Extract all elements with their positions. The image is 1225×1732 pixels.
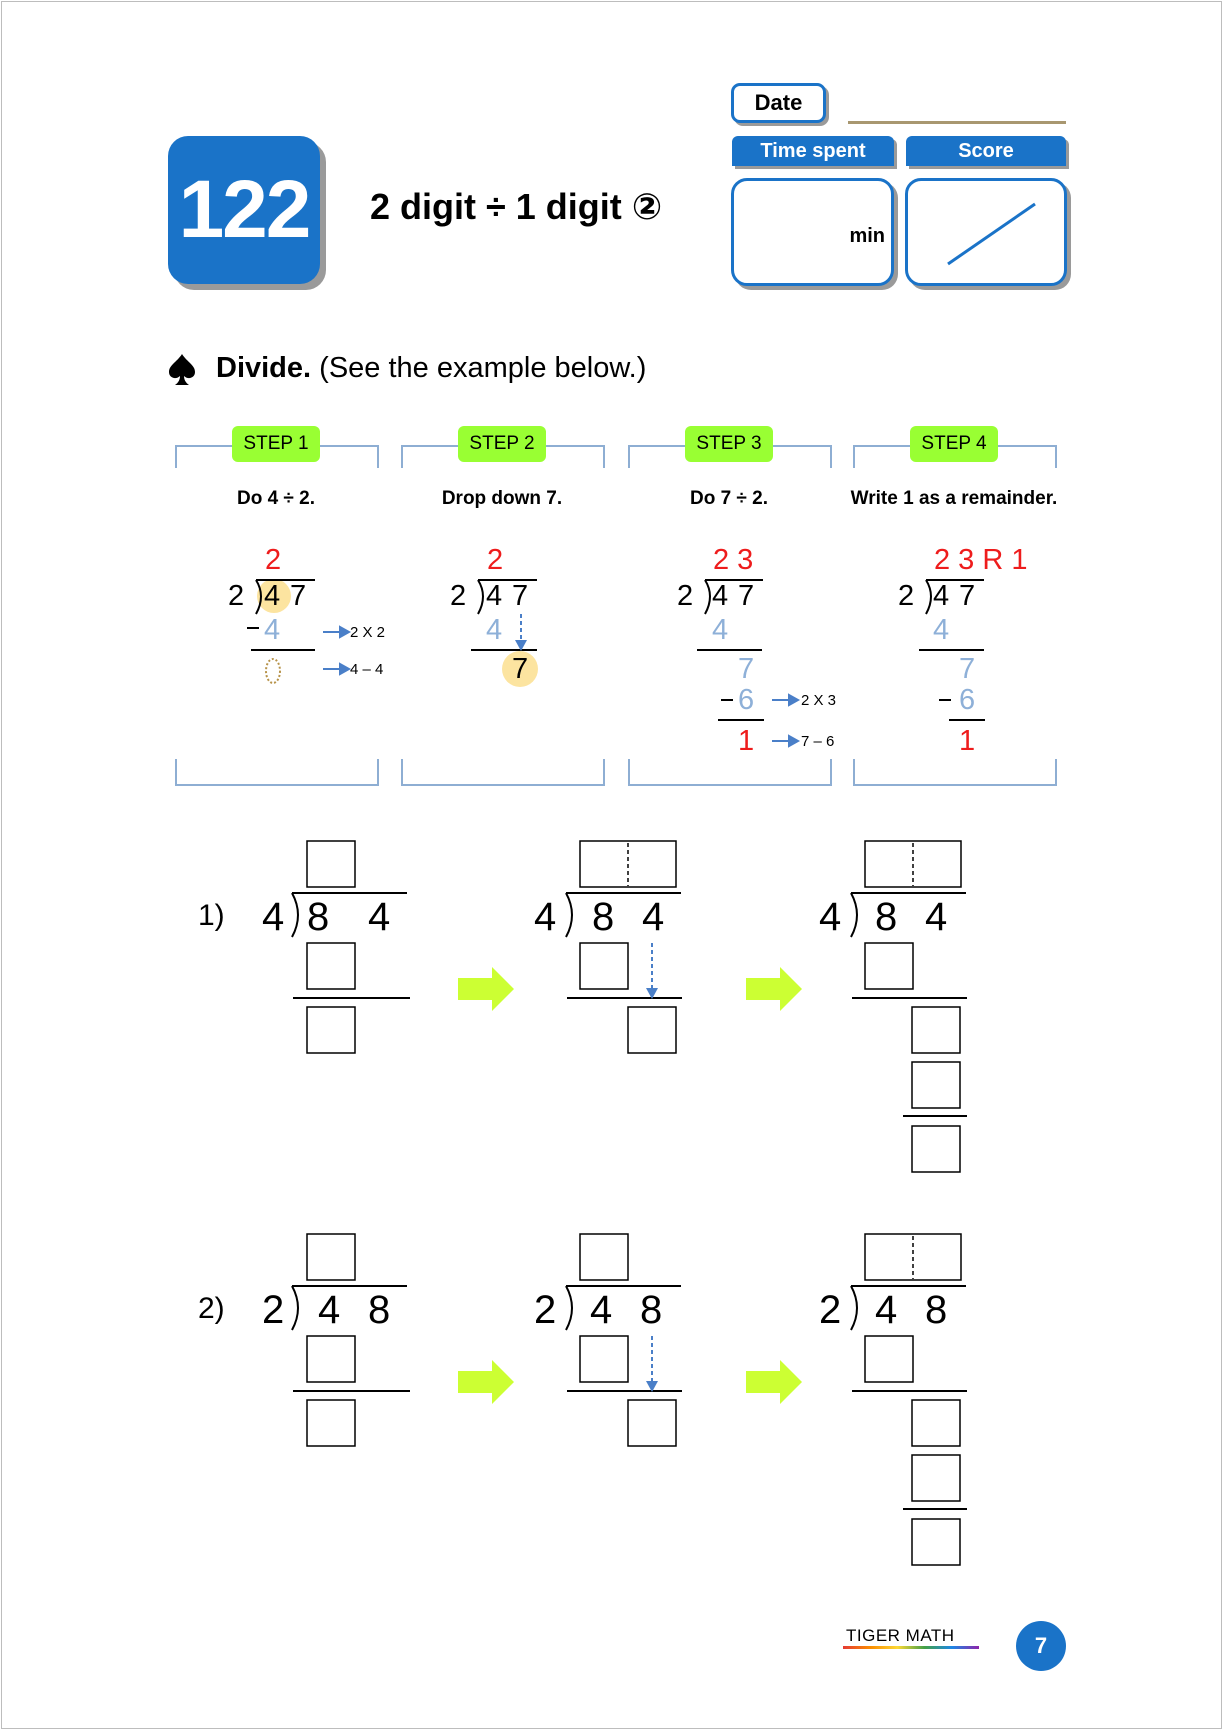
problem-1-stage-2-dropped-box[interactable]	[628, 1007, 676, 1053]
problem-1-stage-3-second-product-box[interactable]	[912, 1062, 960, 1108]
problem-2-stage-1-divisor: 2	[262, 1288, 285, 1332]
step-1-description: Do 4 ÷ 2.	[236, 488, 315, 509]
problem-2-stage-3-remainder-box[interactable]	[912, 1519, 960, 1565]
step-4-second-product: 6	[959, 684, 976, 716]
step-1-product: 4	[264, 614, 281, 646]
step-3-dividend-tens: 4	[712, 580, 729, 612]
problem-2-stage-2-dropped-box[interactable]	[628, 1400, 676, 1446]
problem-2-stage-3-divisor: 2	[819, 1288, 842, 1332]
problem-1-stage-3-divisor: 4	[819, 895, 842, 939]
step-4-dropped-digit: 7	[959, 653, 976, 685]
step-2-divisor: 2	[450, 580, 467, 612]
problem-1-stage-2-ones: 4	[642, 895, 665, 939]
division-bracket	[292, 1286, 298, 1330]
step-1-multiply-note: 2 X 2	[350, 624, 386, 641]
problem-1-stage-1-difference-box[interactable]	[307, 1007, 355, 1053]
instruction-rest: (See the example below.)	[319, 352, 647, 384]
step-1-quotient: 2	[265, 544, 282, 576]
step-4-quotient: 2 3 R 1	[934, 544, 1028, 576]
problem-1-stage-1-divisor: 4	[262, 895, 285, 939]
problem-1-stage-1-tens: 8	[307, 895, 330, 939]
step-3-label: STEP 3	[685, 426, 773, 462]
step-1-dividend-ones: 7	[290, 580, 307, 612]
problem-1-stage-2-divisor: 4	[534, 895, 557, 939]
problem-2-stage-2-ones: 8	[640, 1288, 663, 1332]
step-4-remainder: 1	[959, 725, 976, 757]
problem-2-stage-2-divisor: 2	[534, 1288, 557, 1332]
problem-2-stage-3-ones: 8	[925, 1288, 948, 1332]
problem-1-stage-2-product-box[interactable]	[580, 943, 628, 989]
step-2-dividend-tens: 4	[486, 580, 503, 612]
step-3-divisor: 2	[677, 580, 694, 612]
step-3-description: Do 7 ÷ 2.	[689, 488, 768, 509]
step-2-description: Drop down 7.	[441, 488, 563, 509]
score-label: Score	[906, 136, 1066, 166]
step-4-dividend-ones: 7	[959, 580, 976, 612]
step-3-subtract-note: 7 – 6	[801, 733, 835, 750]
lesson-title: 2 digit ÷ 1 digit ②	[370, 186, 663, 227]
step-1-label: STEP 1	[232, 426, 320, 462]
step-3-multiply-note: 2 X 3	[801, 692, 837, 709]
problem-2-stage-1-difference-box[interactable]	[307, 1400, 355, 1446]
problem-1-stage-3-tens: 8	[875, 895, 898, 939]
problem-2-stage-1-product-box[interactable]	[307, 1336, 355, 1382]
step-2-quotient: 2	[487, 544, 504, 576]
next-step-arrow-icon	[746, 1360, 802, 1404]
division-bracket	[292, 893, 298, 937]
problem-2-stage-1-tens: 4	[318, 1288, 341, 1332]
division-bracket	[851, 1286, 857, 1330]
problem-2-stage-2-quotient-box[interactable]	[580, 1234, 628, 1280]
step-4-product: 4	[933, 614, 950, 646]
step-4-divisor: 2	[898, 580, 915, 612]
step-3-dividend-ones: 7	[738, 580, 755, 612]
next-step-arrow-icon	[746, 967, 802, 1011]
problem-1-stage-1-ones: 4	[368, 895, 391, 939]
problem-1-stage-2-tens: 8	[592, 895, 615, 939]
problem-1-stage-3-product-box[interactable]	[865, 943, 913, 989]
time-unit-label: min	[849, 225, 885, 247]
lesson-number-badge: 122	[168, 136, 320, 284]
problem-2-stage-2-product-box[interactable]	[580, 1336, 628, 1382]
next-step-arrow-icon	[458, 1360, 514, 1404]
problem-1-number: 1)	[198, 899, 225, 932]
step-2-label: STEP 2	[458, 426, 546, 462]
division-bracket	[851, 893, 857, 937]
step-3-remainder: 1	[738, 725, 755, 757]
step-2-product: 4	[486, 614, 503, 646]
division-bracket	[566, 893, 572, 937]
page-number: 7	[1016, 1621, 1066, 1671]
step-4-label: STEP 4	[910, 426, 998, 462]
step-4-dividend-tens: 4	[933, 580, 950, 612]
next-step-arrow-icon	[458, 967, 514, 1011]
brand-rainbow-line	[843, 1646, 979, 1649]
problem-2-stage-3-dropped-box[interactable]	[912, 1400, 960, 1446]
date-label: Date	[731, 83, 826, 123]
step-3-second-product: 6	[738, 684, 755, 716]
step-1-dividend-tens: 4	[264, 580, 281, 612]
step-3-dropped-digit: 7	[738, 653, 755, 685]
step-2-dividend-ones: 7	[512, 580, 529, 612]
problem-1-stage-1-quotient-box[interactable]	[307, 841, 355, 887]
problem-1-stage-3-dropped-box[interactable]	[912, 1007, 960, 1053]
step-3-quotient: 2 3	[713, 544, 754, 576]
problem-2-number: 2)	[198, 1292, 225, 1325]
division-bracket	[566, 1286, 572, 1330]
problem-2-stage-3-product-box[interactable]	[865, 1336, 913, 1382]
step-1-subtract-note: 4 – 4	[350, 661, 384, 678]
step-3-product: 4	[712, 614, 729, 646]
problem-1-stage-3-ones: 4	[925, 895, 948, 939]
step-4-description: Write 1 as a remainder.	[850, 488, 1058, 509]
problem-1-stage-3-remainder-box[interactable]	[912, 1126, 960, 1172]
problem-2-stage-3-second-product-box[interactable]	[912, 1455, 960, 1501]
time-spent-label: Time spent	[732, 136, 894, 166]
brand-name: TIGER MATH	[846, 1626, 955, 1645]
problem-2-stage-3-tens: 4	[875, 1288, 898, 1332]
problem-2-stage-1-ones: 8	[368, 1288, 391, 1332]
instruction-bold: Divide.	[216, 352, 312, 384]
step-2-dropped-digit: 7	[512, 653, 529, 685]
problem-2-stage-2-tens: 4	[590, 1288, 613, 1332]
problem-2-stage-1-quotient-box[interactable]	[307, 1234, 355, 1280]
step-1-divisor: 2	[228, 580, 245, 612]
problem-1-stage-1-product-box[interactable]	[307, 943, 355, 989]
